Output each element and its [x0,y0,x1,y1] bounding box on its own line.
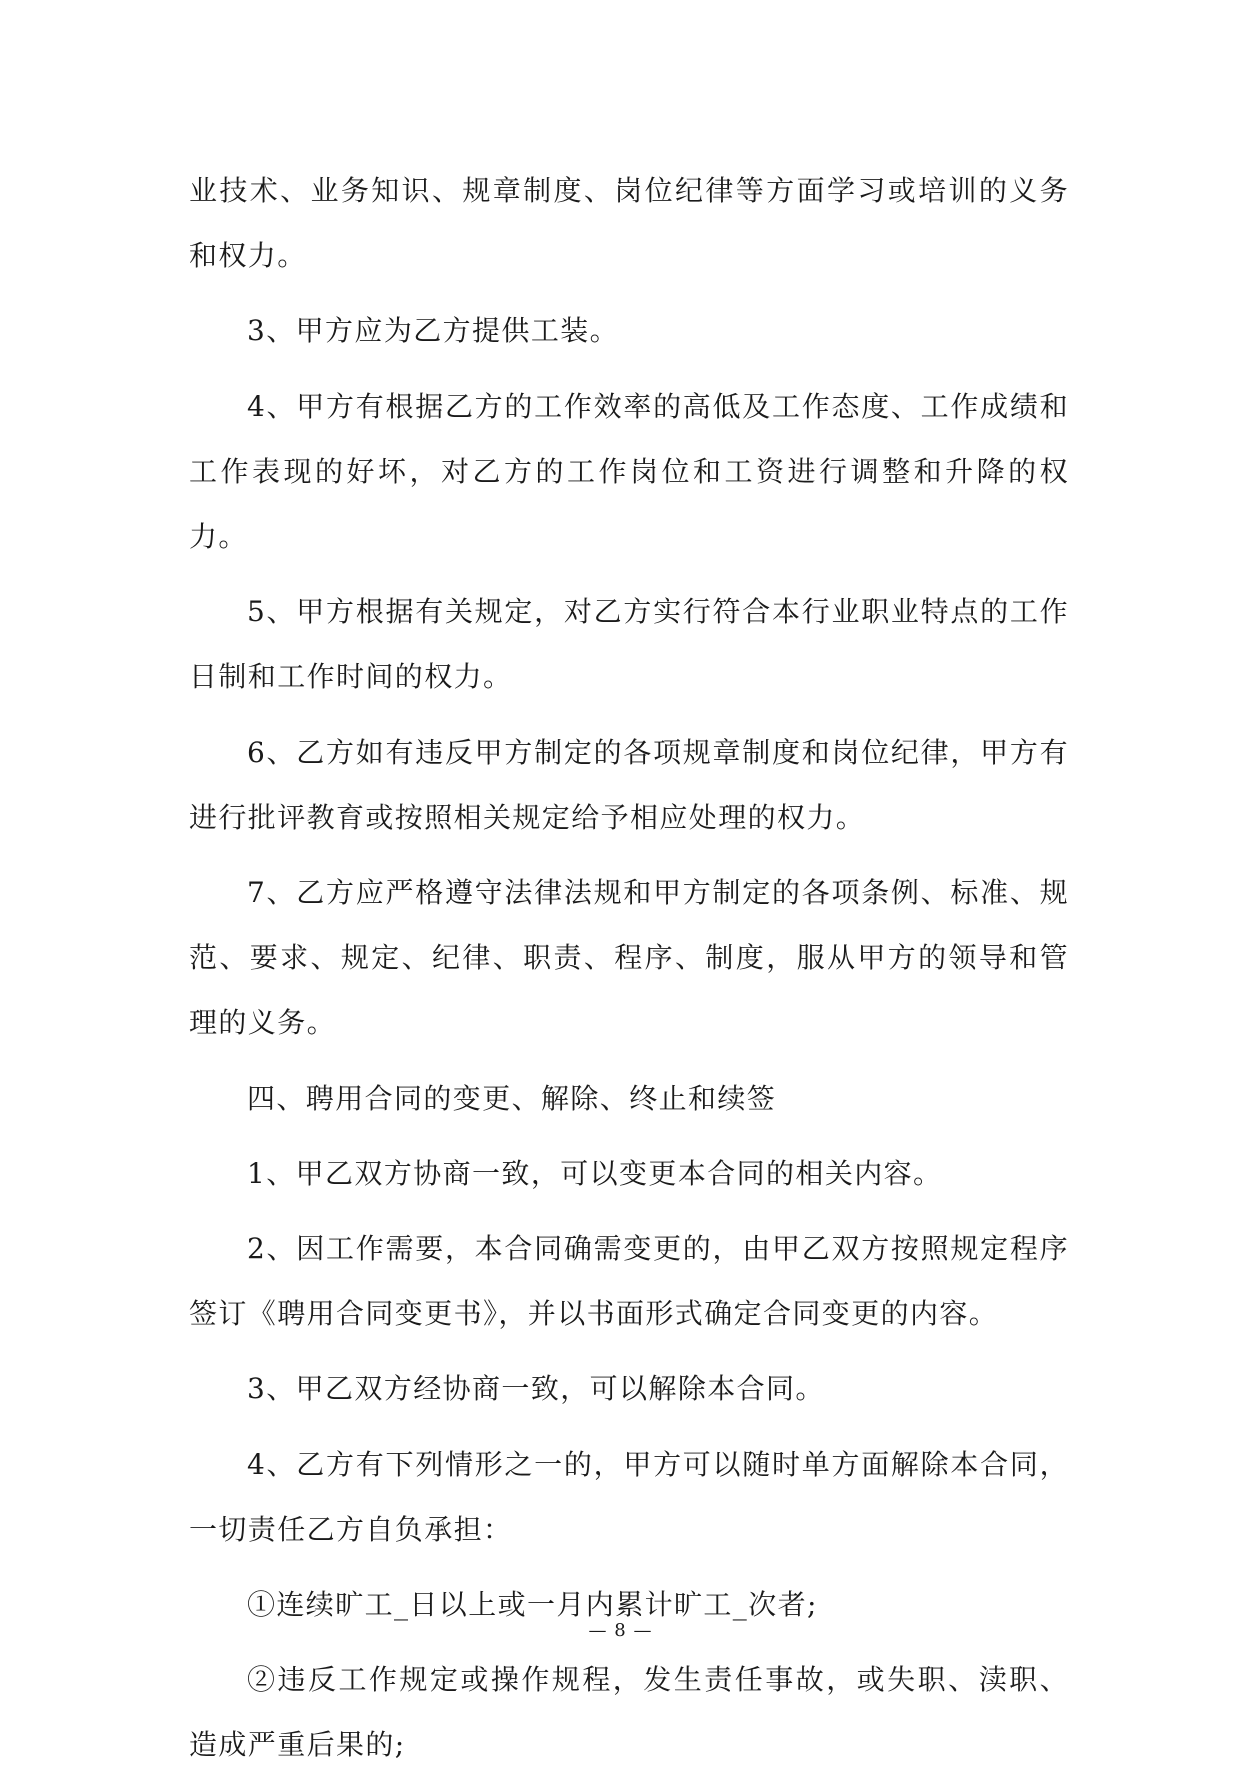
paragraph-section4-item-1: 1、甲乙双方协商一致，可以变更本合同的相关内容。 [247,1156,943,1190]
document-body [189,158,1069,1788]
paragraph-section4-item-4: 4、乙方有下列情形之一的，甲方可以随时单方面解除本合同，一切责任乙方自负承担： [189,1447,1069,1546]
paragraph-item-4: 4、甲方有根据乙方的工作效率的高低及工作态度、工作成绩和工作表现的好坏，对乙方的工作岗位和工资进行调整和升降的权力。 [189,389,1069,554]
page-number: — 8 — [588,1620,653,1641]
paragraph-subitem-2: ②违反工作规定或操作规程，发生责任事故，或失职、渎职、造成严重后果的; [189,1663,1069,1762]
paragraph-section4-item-2: 2、因工作需要，本合同确需变更的，由甲乙双方按照规定程序签订《聘用合同变更书》，并以书面形式确定合同变更的内容。 [189,1232,1069,1331]
paragraph-item-6: 6、乙方如有违反甲方制定的各项规章制度和岗位纪律，甲方有进行批评教育或按照相关规定给予相应处理的权力。 [189,735,1069,834]
paragraph-item-7: 7、乙方应严格遵守法律法规和甲方制定的各项条例、标准、规范、要求、规定、纪律、职责、程序、制度，服从甲方的领导和管理的义务。 [189,876,1069,1040]
section-heading: 四、聘用合同的变更、解除、终止和续签 [247,1081,777,1115]
paragraph-section4-item-3: 3、甲乙双方经协商一致，可以解除本合同。 [247,1372,825,1406]
paragraph-item-5: 5、甲方根据有关规定，对乙方实行符合本行业职业特点的工作日制和工作时间的权力。 [189,595,1069,694]
paragraph-continuation: 业技术、业务知识、规章制度、岗位纪律等方面学习或培训的义务和权力。 [189,174,1069,273]
paragraph-subitem-1: ①连续旷工_日以上或一月内累计旷工_次者; [247,1588,818,1622]
paragraph-item-3: 3、甲方应为乙方提供工装。 [247,314,620,348]
